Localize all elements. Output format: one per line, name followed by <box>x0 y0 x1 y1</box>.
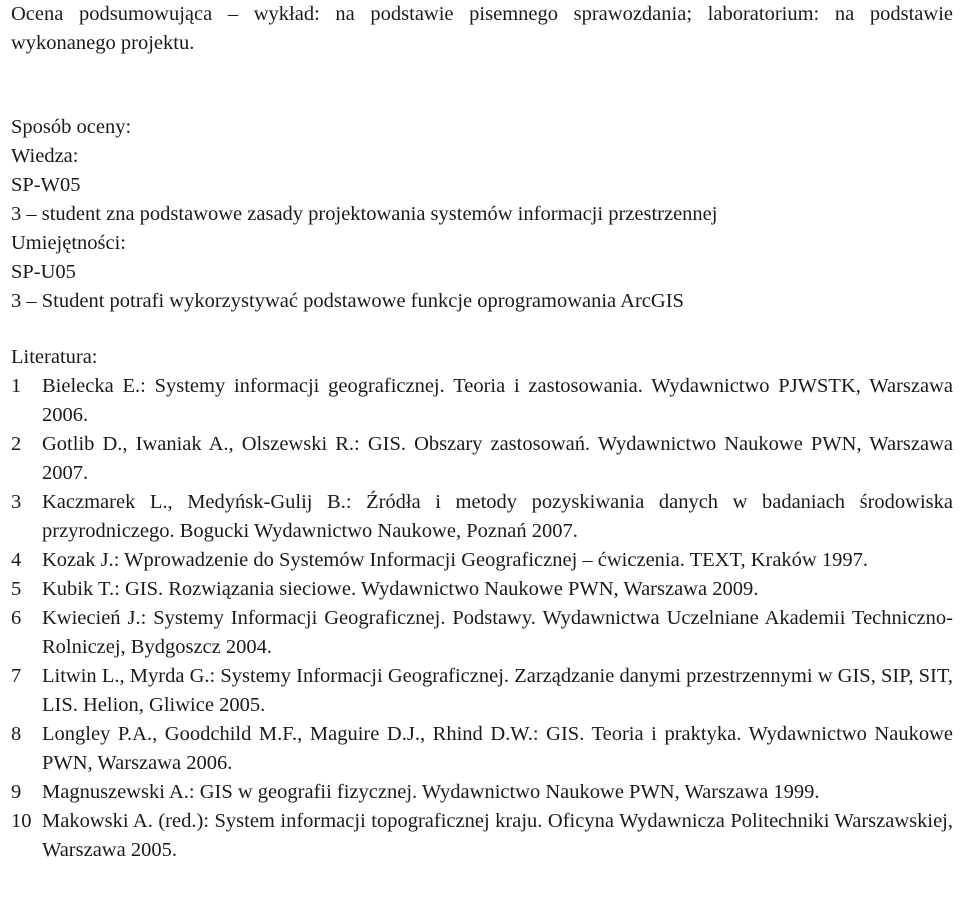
literature-item-text: Kaczmarek L., Medyńsk-Gulij B.: Źródła i metody pozyskiwania danych w badaniach środowiska przyrodniczego. Bogucki Wydawnictwo Naukowe, Poznań 2007. <box>42 491 953 542</box>
literature-heading: Literatura: <box>11 346 98 368</box>
literature-item <box>11 575 953 604</box>
literature-item-text: Longley P.A., Goodchild M.F., Maguire D.J., Rhind D.W.: GIS. Teoria i praktyka. Wydawnictwo Naukowe PWN, Warszawa 2006. <box>42 723 953 774</box>
literature-item-number: 3 <box>11 491 22 513</box>
knowledge-label: Wiedza: <box>11 145 79 167</box>
spacer <box>11 316 953 343</box>
literature-item-text: Kozak J.: Wprowadzenie do Systemów Informacji Geograficznej – ćwiczenia. TEXT, Kraków 1997. <box>42 549 868 571</box>
spacer <box>11 58 953 113</box>
literature-item-text: Kwiecień J.: Systemy Informacji Geograficznej. Podstawy. Wydawnictwa Uczelniane Akademii Techniczno-Rolniczej, Bydgoszcz 2004. <box>42 607 953 658</box>
literature-item-text: Makowski A. (red.): System informacji topograficznej kraju. Oficyna Wydawnicza Politechniki Warszawskiej, Warszawa 2005. <box>42 810 953 861</box>
literature-item <box>11 807 953 865</box>
literature-item <box>11 430 953 488</box>
literature-item-number: 6 <box>11 607 22 629</box>
skills-description: 3 – Student potrafi wykorzystywać podstawowe funkcje oprogramowania ArcGIS <box>11 290 684 312</box>
literature-item-text: Litwin L., Myrda G.: Systemy Informacji Geograficznej. Zarządzanie danymi przestrzennymi w GIS, SIP, SIT, LIS. Helion, Gliwice 2005. <box>42 665 953 716</box>
literature-item-number: 1 <box>11 375 22 397</box>
literature-item-text: Magnuszewski A.: GIS w geografii fizycznej. Wydawnictwo Naukowe PWN, Warszawa 1999. <box>42 781 820 803</box>
skills-code: SP-U05 <box>11 261 76 283</box>
assessment-section <box>11 113 953 316</box>
literature-item <box>11 720 953 778</box>
assessment-heading: Sposób oceny: <box>11 116 132 138</box>
literature-item-number: 5 <box>11 578 22 600</box>
literature-item <box>11 546 953 575</box>
literature-item-number: 4 <box>11 549 22 571</box>
literature-item-number: 7 <box>11 665 22 687</box>
literature-item-number: 9 <box>11 781 22 803</box>
literature-item <box>11 662 953 720</box>
knowledge-code: SP-W05 <box>11 174 81 196</box>
literature-item-number: 8 <box>11 723 22 745</box>
literature-item <box>11 604 953 662</box>
literature-item-text: Gotlib D., Iwaniak A., Olszewski R.: GIS. Obszary zastosowań. Wydawnictwo Naukowe PWN, Warszawa 2007. <box>42 433 953 484</box>
literature-item-number: 10 <box>11 810 32 832</box>
literature-item <box>11 778 953 807</box>
literature-section <box>11 343 953 865</box>
document-page <box>11 0 953 865</box>
literature-item <box>11 488 953 546</box>
knowledge-description: 3 – student zna podstawowe zasady projektowania systemów informacji przestrzennej <box>11 203 718 225</box>
literature-item <box>11 372 953 430</box>
summary-assessment-paragraph: Ocena podsumowująca – wykład: na podstawie pisemnego sprawozdania; laboratorium: na podstawie wykonanego projektu. <box>11 3 953 54</box>
literature-item-text: Kubik T.: GIS. Rozwiązania sieciowe. Wydawnictwo Naukowe PWN, Warszawa 2009. <box>42 578 759 600</box>
literature-list <box>11 372 953 865</box>
literature-item-number: 2 <box>11 433 22 455</box>
skills-label: Umiejętności: <box>11 232 127 254</box>
literature-item-text: Bielecka E.: Systemy informacji geograficznej. Teoria i zastosowania. Wydawnictwo PJWSTK, Warszawa 2006. <box>42 375 953 426</box>
